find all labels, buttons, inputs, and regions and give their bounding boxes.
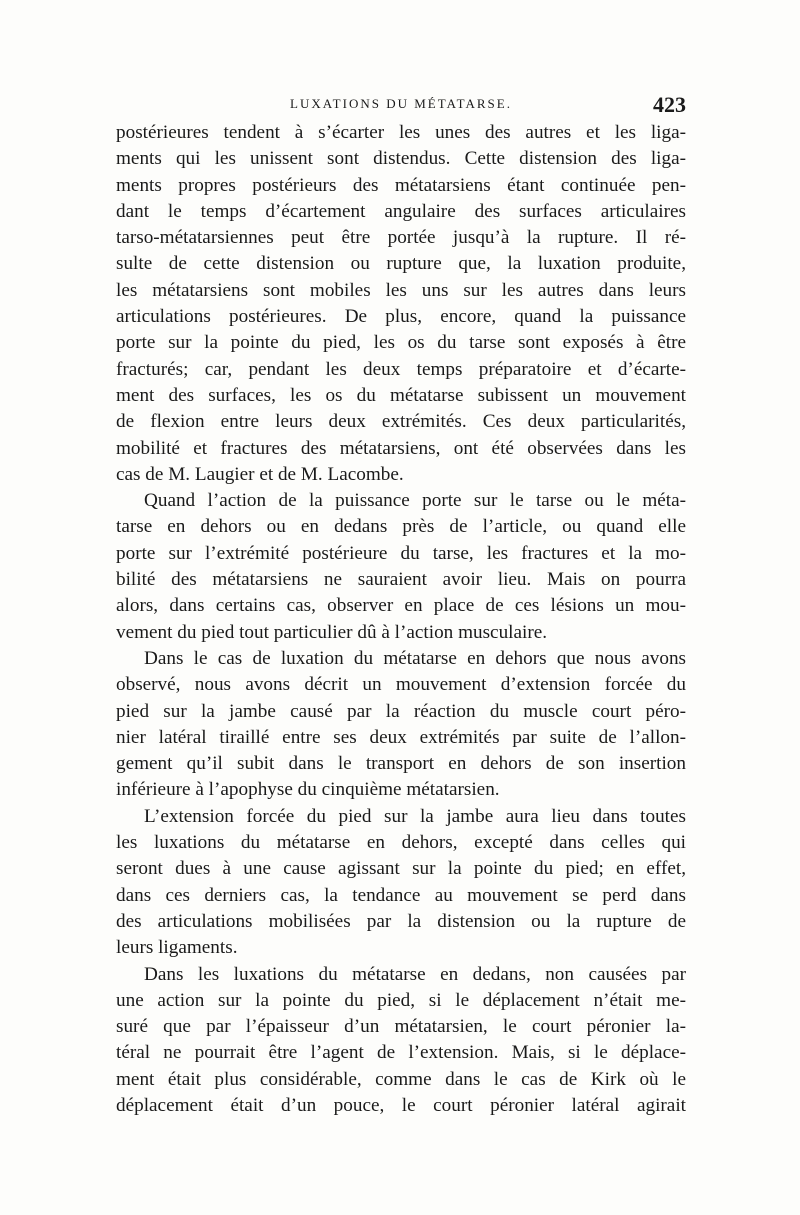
text-line: leurs ligaments.: [116, 937, 238, 959]
text-line: porte sur la pointe du pied, les os du tarse sont exposés à être: [116, 332, 686, 354]
text-line: Dans les luxations du métatarse en dedans, non causées par: [144, 963, 686, 985]
text-line: déplacement était d’un pouce, le court péronier latéral agirait: [116, 1094, 686, 1116]
text-line: inférieure à l’apophyse du cinquième métatarsien.: [116, 779, 500, 801]
text-line: ments propres postérieurs des métatarsiens étant continuée pen-: [116, 174, 686, 196]
text-line: mobilité et fractures des métatarsiens, ont été observées dans les: [116, 437, 686, 459]
text-line: Quand l’action de la puissance porte sur le tarse ou le méta-: [144, 490, 686, 512]
text-line: ment des surfaces, les os du métatarse subissent un mouvement: [116, 384, 686, 406]
text-line: une action sur la pointe du pied, si le déplacement n’était me-: [116, 989, 686, 1011]
text-line: observé, nous avons décrit un mouvement d’extension forcée du: [116, 674, 686, 696]
text-line: de flexion entre leurs deux extrémités. Ces deux particularités,: [116, 411, 686, 433]
text-line: tarse en dehors ou en dedans près de l’article, ou quand elle: [116, 516, 686, 538]
text-line: fracturés; car, pendant les deux temps préparatoire et d’écarte-: [116, 358, 686, 380]
text-line: tarso-métatarsiennes peut être portée jusqu’à la rupture. Il ré-: [116, 227, 686, 249]
running-title: LUXATIONS DU MÉTATARSE.: [290, 96, 512, 111]
text-line: cas de M. Laugier et de M. Lacombe.: [116, 463, 404, 485]
text-line: les luxations du métatarse en dehors, excepté dans celles qui: [116, 832, 686, 854]
text-line: ment était plus considérable, comme dans le cas de Kirk où le: [116, 1068, 686, 1090]
text-line: articulations postérieures. De plus, encore, quand la puissance: [116, 306, 686, 328]
text-line: téral ne pourrait être l’agent de l’extension. Mais, si le déplace-: [116, 1042, 686, 1064]
body-text: [116, 120, 686, 1119]
page-number: 423: [653, 92, 686, 117]
text-line: nier latéral tiraillé entre ses deux extrémités par suite de l’allon-: [116, 726, 686, 748]
text-line: gement qu’il subit dans le transport en dehors de son insertion: [116, 753, 686, 775]
text-line: suré que par l’épaisseur d’un métatarsien, le court péronier la-: [116, 1016, 686, 1038]
running-head: [116, 92, 686, 120]
text-line: bilité des métatarsiens ne sauraient avoir lieu. Mais on pourra: [116, 569, 686, 591]
text-line: postérieures tendent à s’écarter les unes des autres et les liga-: [116, 122, 686, 143]
text-line: L’extension forcée du pied sur la jambe aura lieu dans toutes: [144, 805, 686, 827]
text-line: seront dues à une cause agissant sur la pointe du pied; en effet,: [116, 858, 686, 880]
text-line: dant le temps d’écartement angulaire des surfaces articulaires: [116, 200, 686, 222]
text-line: Dans le cas de luxation du métatarse en dehors que nous avons: [144, 647, 686, 669]
text-line: alors, dans certains cas, observer en place de ces lésions un mou-: [116, 595, 686, 617]
text-line: pied sur la jambe causé par la réaction du muscle court péro-: [116, 700, 686, 722]
text-line: des articulations mobilisées par la distension ou la rupture de: [116, 910, 686, 932]
text-line: ments qui les unissent sont distendus. Cette distension des liga-: [116, 148, 686, 170]
text-line: dans ces derniers cas, la tendance au mouvement se perd dans: [116, 884, 686, 906]
text-line: sulte de cette distension ou rupture que, la luxation produite,: [116, 253, 686, 275]
text-line: porte sur l’extrémité postérieure du tarse, les fractures et la mo-: [116, 542, 686, 564]
text-line: vement du pied tout particulier dû à l’action musculaire.: [116, 621, 548, 643]
text-line: les métatarsiens sont mobiles les uns sur les autres dans leurs: [116, 279, 686, 301]
